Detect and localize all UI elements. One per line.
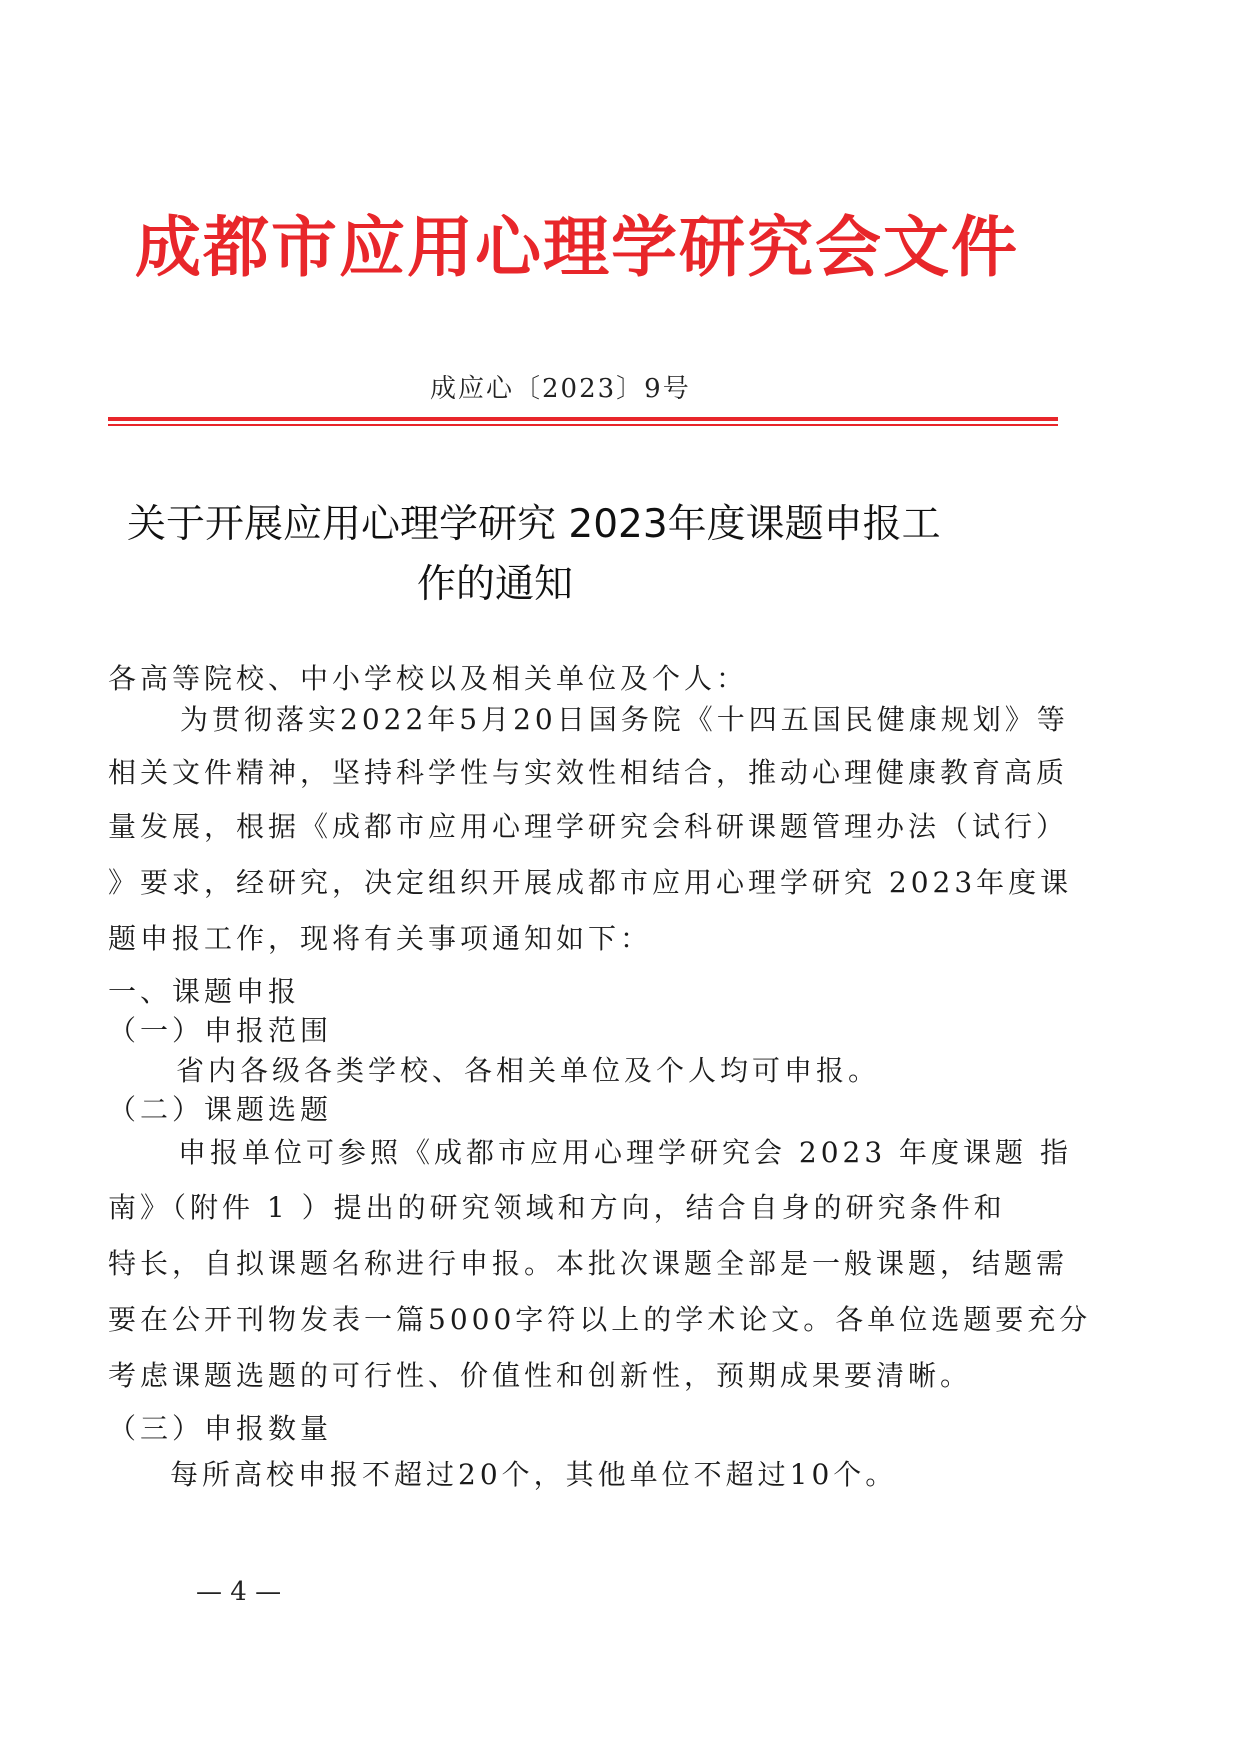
- subsection-2-heading: （二）课题选题: [108, 1093, 333, 1126]
- intro-paragraph-line: 》要求，经研究，决定组织开展成都市应用心理学研究 2023年度课: [108, 866, 1073, 899]
- subsection-2-text-line: 申报单位可参照《成都市应用心理学研究会 2023 年度课题 指: [178, 1136, 1072, 1169]
- red-divider-thick: [108, 417, 1058, 421]
- subsection-3-text: 每所高校申报不超过20个，其他单位不超过10个。: [170, 1458, 898, 1491]
- subsection-1-heading: （一）申报范围: [108, 1014, 333, 1047]
- intro-paragraph-line: 为贯彻落实2022年5月20日国务院《十四五国民健康规划》等: [180, 703, 1069, 736]
- page-number: — 4 —: [196, 1577, 282, 1607]
- notice-title-line-2: 作的通知: [417, 562, 574, 607]
- subsection-1-text: 省内各级各类学校、各相关单位及个人均可申报。: [176, 1054, 881, 1087]
- subsection-2-text-line: 南》（附件 1 ）提出的研究领域和方向，结合自身的研究条件和: [108, 1191, 1006, 1224]
- subsection-2-text-line: 特长，自拟课题名称进行申报。本批次课题全部是一般课题，结题需: [108, 1247, 1069, 1280]
- notice-title-line-1: 关于开展应用心理学研究 2023年度课题申报工: [127, 502, 941, 547]
- red-divider-thin: [108, 424, 1058, 426]
- intro-paragraph-line: 题申报工作，现将有关事项通知如下：: [108, 922, 653, 955]
- subsection-2-text-line: 考虑课题选题的可行性、价值性和创新性，预期成果要清晰。: [108, 1359, 973, 1392]
- document-masthead: 成都市应用心理学研究会文件: [135, 209, 1019, 286]
- document-number: 成应心〔2023〕9号: [430, 374, 691, 404]
- salutation: 各高等院校、中小学校以及相关单位及个人：: [108, 662, 749, 695]
- subsection-2-text-line: 要在公开刊物发表一篇5000字符以上的学术论文。各单位选题要充分: [108, 1303, 1092, 1336]
- intro-paragraph-line: 量发展，根据《成都市应用心理学研究会科研课题管理办法（试行）: [108, 810, 1069, 843]
- section-1-heading: 一、课题申报: [108, 975, 301, 1008]
- intro-paragraph-line: 相关文件精神，坚持科学性与实效性相结合，推动心理健康教育高质: [108, 756, 1069, 789]
- subsection-3-heading: （三）申报数量: [108, 1412, 333, 1445]
